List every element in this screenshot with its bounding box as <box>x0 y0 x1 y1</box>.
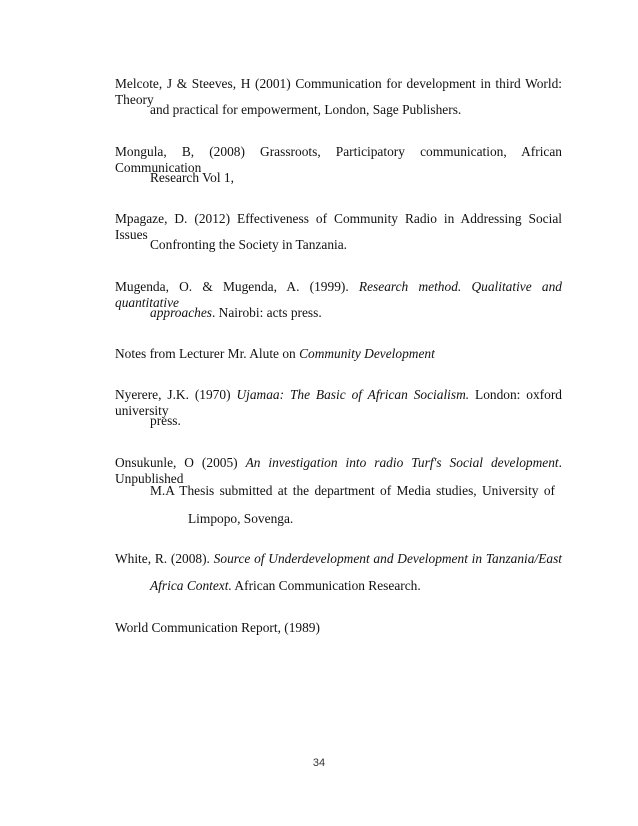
reference-line: Confronting the Society in Tanzania. <box>150 237 348 252</box>
reference-line: press. <box>150 413 181 428</box>
reference-publisher: African Communication Research. <box>231 578 421 593</box>
reference-author: White, R. (2008). <box>115 551 214 566</box>
reference-author: Nyerere, J.K. (1970) <box>115 387 237 402</box>
reference-line <box>115 551 562 567</box>
reference-line <box>115 387 562 419</box>
page-number: 34 <box>312 757 326 769</box>
reference-author: Mugenda, O. & Mugenda, A. (1999). <box>115 279 359 294</box>
reference-line: Melcote, J & Steeves, H (2001) Communication for development in third World: Theory <box>115 76 562 107</box>
reference-title: approaches <box>150 305 212 320</box>
reference-line <box>115 346 435 362</box>
reference-title: Africa Context. <box>150 578 232 593</box>
reference-title: An investigation into radio Turf's Social development <box>245 455 559 470</box>
reference-title: Ujamaa: The Basic of African Socialism. <box>236 387 470 402</box>
reference-line: World Communication Report, (1989) <box>115 620 320 635</box>
reference-publisher: . Nairobi: acts press. <box>211 305 322 320</box>
reference-title: Source of Underdevelopment and Development in Tanzania/East <box>213 551 562 566</box>
reference-author: Notes from Lecturer Mr. Alute on <box>115 346 300 361</box>
reference-author: Onsukunle, O (2005) <box>115 455 246 470</box>
reference-line <box>150 305 322 321</box>
reference-line: M.A Thesis submitted at the department of Media studies, University of <box>150 483 555 498</box>
reference-publisher: London: oxford university <box>115 387 562 418</box>
reference-line <box>150 578 421 594</box>
reference-line: Mpagaze, D. (2012) Effectiveness of Community Radio in Addressing Social Issues <box>115 211 562 242</box>
reference-line: Mongula, B, (2008) Grassroots, Participatory communication, African Communication <box>115 144 562 175</box>
reference-title: Research method. Qualitative and quantitative <box>115 279 562 310</box>
reference-title: Community Development <box>299 346 435 361</box>
reference-line: Research Vol 1, <box>150 170 234 185</box>
reference-line: and practical for empowerment, London, Sage Publishers. <box>150 102 462 117</box>
reference-note: . Unpublished <box>115 455 562 486</box>
reference-line: Limpopo, Sovenga. <box>188 511 294 526</box>
